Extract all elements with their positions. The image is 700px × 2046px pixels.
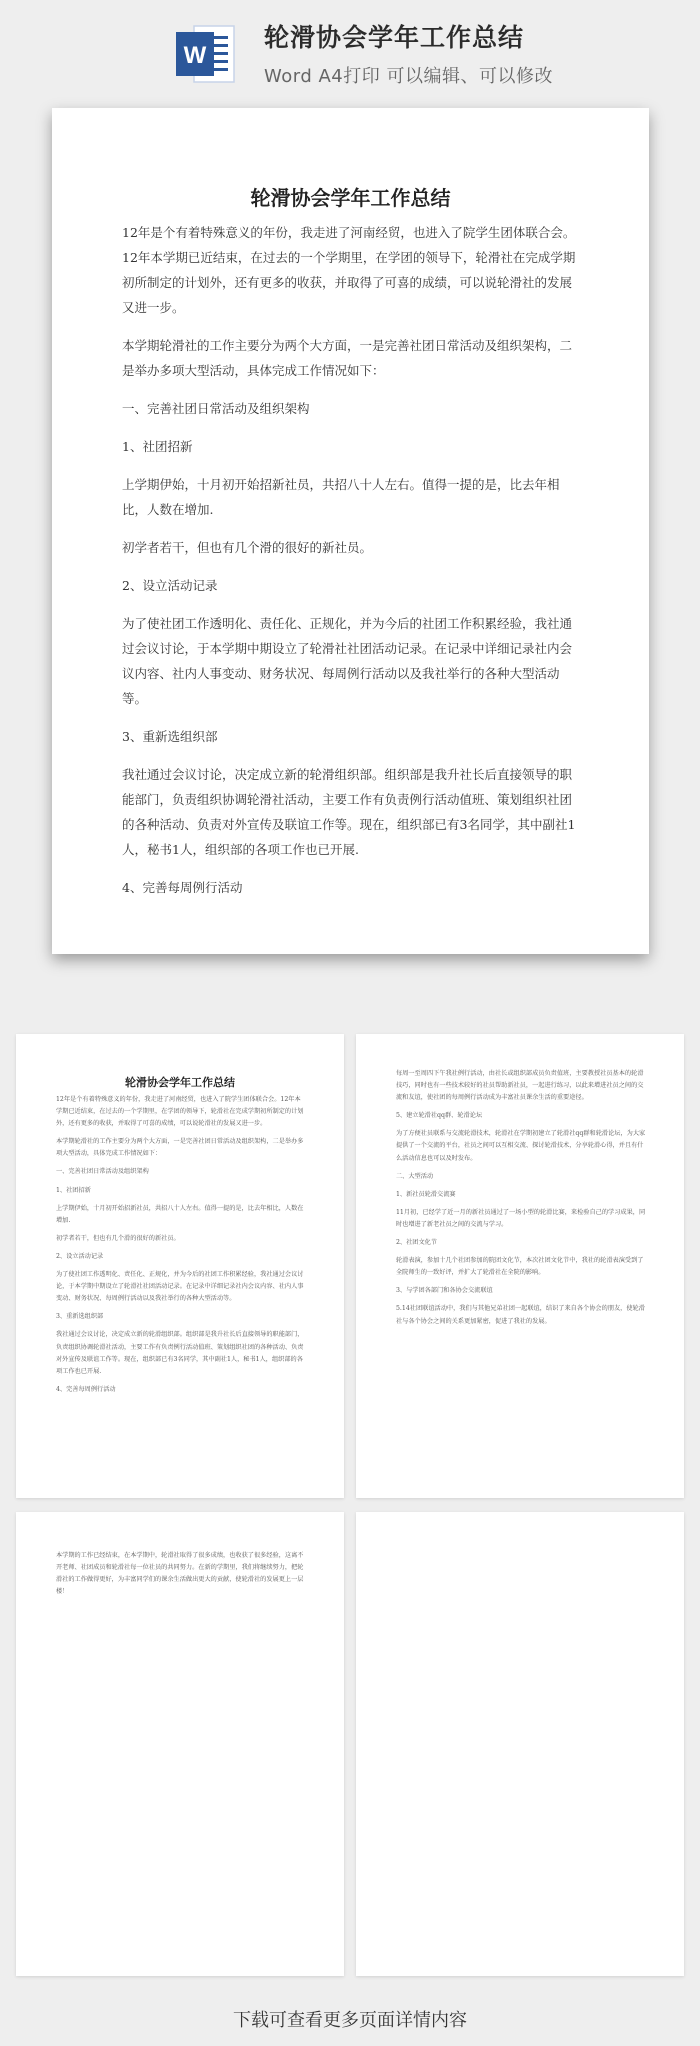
paragraph: 轮滑表演，参加十几个社团参加的院团文化节，本次社团文化节中，我社的轮滑表演受到了全院师生的一致好评，并扩大了轮滑社在全院的影响。	[396, 1257, 644, 1277]
paragraph: 本学期轮滑社的工作主要分为两个大方面，一是完善社团日常活动及组织架构，二是举办多项大型活动，具体完成工作情况如下：	[56, 1138, 304, 1158]
paragraph: 我社通过会议讨论，决定成立新的轮滑组织部。组织部是我升社长后直接领导的职能部门，负责组织协调轮滑社活动，主要工作有负责例行活动值班、策划组织社团的各种活动、负责对外宣传及联谊工作等。现在，组织部已有3名同学，其中副社1人，秘书1人，组织部的各项工作也已开展.	[122, 767, 576, 857]
thumbnail-body	[56, 1550, 306, 1604]
subsection-heading: 2、设立活动记录	[122, 578, 218, 593]
paragraph: 为了使社团工作透明化、责任化、正规化，并为今后的社团工作积累经验，我社通过会议讨论，于本学期中期设立了轮滑社社团活动记录。在记录中详细记录社内会议内容、社内人事变动、财务状况、每周例行活动以及我社举行的各种大型活动等。	[56, 1271, 304, 1303]
thumbnail-title: 轮滑协会学年工作总结	[125, 1076, 235, 1089]
paragraph: 12年是个有着特殊意义的年份，我走进了河南经贸，也进入了院学生团体联合会。12年本学期已近结束，在过去的一个学期里，在学团的领导下，轮滑社在完成学期初所制定的计划外，还有更多的收获，并取得了可喜的成绩，可以说轮滑社的发展又进一步。	[56, 1096, 304, 1128]
document-preview-page	[52, 108, 649, 954]
download-prompt[interactable]: 下载可查看更多页面详情内容	[233, 2010, 467, 2031]
thumbnail-body	[56, 1094, 306, 1402]
subsection-heading: 1、社团招新	[122, 439, 193, 454]
paragraph: 5.14社团联谊活动中，我们与其他兄弟社团一起联谊，结识了来自各个协会的朋友，使轮滑社与各个协会之间的关系更加紧密，促进了我社的发展。	[396, 1305, 645, 1325]
page-thumbnail-2	[356, 1034, 684, 1498]
paragraph: 本学期的工作已经结束，在本学期中，轮滑社取得了很多成绩，也收获了很多经验，这离不开老师、社团成员和轮滑社每一位社员的共同努力。在新的学期里，我们将继续努力，把轮滑社的工作做得更好，为丰富同学们的课余生活做出更大的贡献，使轮滑社的发展更上一层楼！	[56, 1552, 304, 1596]
paragraph: 为了使社团工作透明化、责任化、正规化，并为今后的社团工作积累经验，我社通过会议讨论，于本学期中期设立了轮滑社社团活动记录。在记录中详细记录社内会议内容、社内人事变动、财务状况、每周例行活动以及我社举行的各种大型活动等。	[122, 616, 573, 706]
paragraph: 上学期伊始，十月初开始招新社员，共招八十人左右。值得一提的是，比去年相比，人数在增加.	[122, 477, 560, 517]
paragraph: 本学期轮滑社的工作主要分为两个大方面，一是完善社团日常活动及组织架构，二是举办多项大型活动，具体完成工作情况如下：	[122, 338, 573, 378]
paragraph: 二、大型活动	[396, 1172, 434, 1180]
subsection-heading: 4、完善每周例行活动	[122, 880, 243, 895]
paragraph: 3、重新选组织部	[56, 1313, 104, 1321]
paragraph: 我社通过会议讨论，决定成立新的轮滑组织部。组织部是我升社长后直接领导的职能部门，负责组织协调轮滑社活动，主要工作有负责例行活动值班、策划组织社团的各种活动、负责对外宣传及联谊工作等。现在，组织部已有3名同学，其中副社1人，秘书1人，组织部的各项工作也已开展.	[56, 1331, 304, 1375]
paragraph: 4、完善每周例行活动	[56, 1385, 116, 1393]
paragraph: 2、设立活动记录	[56, 1252, 104, 1260]
page-thumbnail-4	[356, 1512, 684, 1976]
page-thumbnail-3	[16, 1512, 344, 1976]
document-body	[122, 220, 582, 913]
paragraph: 上学期伊始，十月初开始招新社员，共招八十人左右。值得一提的是，比去年相比，人数在增加.	[56, 1204, 304, 1224]
paragraph: 1、社团招新	[56, 1186, 91, 1194]
paragraph: 一、完善社团日常活动及组织架构	[56, 1168, 149, 1176]
paragraph: 12年是个有着特殊意义的年份，我走进了河南经贸，也进入了院学生团体联合会。12年本学期已近结束，在过去的一个学期里，在学团的领导下，轮滑社在完成学期初所制定的计划外，还有更多的收获，并取得了可喜的成绩，可以说轮滑社的发展又进一步。	[122, 225, 576, 315]
paragraph: 11月初，已经学了近一月的新社员通过了一场小型的轮滑比赛，来检验自己的学习成果，同时也增进了新老社员之间的交流与学习。	[396, 1208, 646, 1228]
paragraph: 5、建立轮滑社qq群、轮滑论坛	[396, 1112, 483, 1120]
thumbnail-body	[396, 1068, 646, 1334]
paragraph: 1、新社员轮滑交流赛	[396, 1190, 456, 1198]
paragraph: 为了方便社员联系与交流轮滑技术，轮滑社在学期初建立了轮滑社qq群和轮滑论坛，为大家提供了一个交流的平台，社员之间可以互相交流、探讨轮滑技术，分享轮滑心得，并且有什么活动信息也可以及时发布。	[396, 1130, 646, 1162]
paragraph: 3、与学团各部门和各协会交流联谊	[396, 1287, 493, 1295]
paragraph: 每周一至周四下午我社例行活动，由社长或组织部成员负责值班，主要教授社员基本的轮滑技巧，同时也有一些技术较好的社员帮助新社员，一起进行练习，以此来增进社员之间的交流和友谊，使社团的每周例行活动成为丰富社员课余生活的重要途径。	[396, 1070, 644, 1102]
header-subtitle: Word A4打印 可以编辑、可以修改	[264, 66, 553, 87]
paragraph: 初学者若干，但也有几个滑的很好的新社员。	[56, 1234, 180, 1242]
header	[0, 0, 700, 98]
page-thumbnail-1	[16, 1034, 344, 1498]
section-heading: 一、完善社团日常活动及组织架构	[122, 401, 310, 416]
paragraph: 初学者若干，但也有几个滑的很好的新社员。	[122, 540, 373, 555]
svg-text:W: W	[183, 42, 207, 69]
word-doc-icon	[174, 22, 238, 86]
subsection-heading: 3、重新选组织部	[122, 729, 218, 744]
document-title: 轮滑协会学年工作总结	[250, 186, 451, 210]
header-title: 轮滑协会学年工作总结	[264, 23, 525, 52]
paragraph: 2、社团文化节	[396, 1239, 438, 1247]
